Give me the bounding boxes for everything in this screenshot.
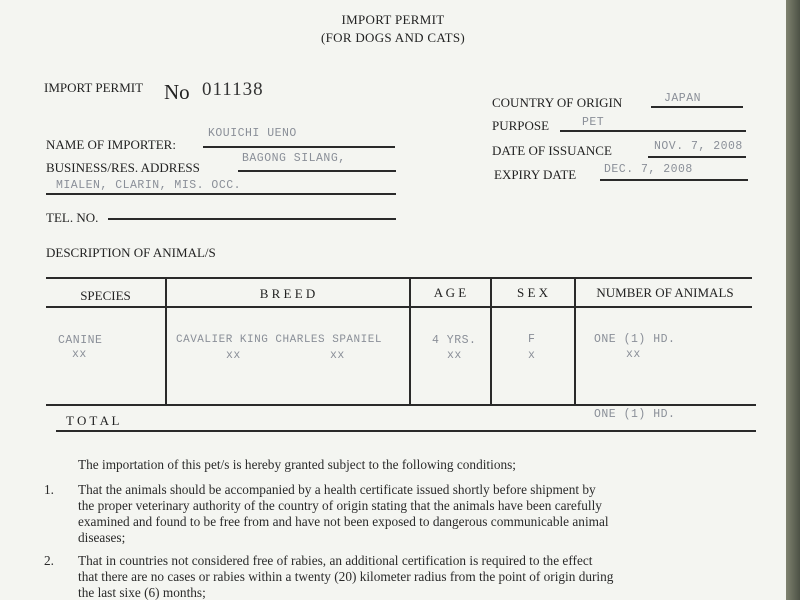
- address-line1: BAGONG SILANG,: [242, 152, 346, 165]
- header-breed: B R E E D: [259, 286, 316, 301]
- table-top-border: [46, 277, 752, 279]
- condition-1-line-4: diseases;: [78, 530, 126, 545]
- purpose-value: PET: [582, 116, 605, 129]
- cell-number: ONE (1) HD.: [594, 333, 676, 346]
- total-underline: [56, 430, 756, 432]
- origin-label: COUNTRY OF ORIGIN: [492, 95, 623, 110]
- total-label: T O T A L: [66, 413, 120, 428]
- address-line2-rule: [46, 193, 396, 195]
- tel-line: [108, 218, 396, 220]
- filler-breed-a: xx: [226, 349, 241, 362]
- header-age: A G E: [433, 285, 467, 300]
- expiry-value: DEC. 7, 2008: [604, 163, 693, 176]
- tel-label: TEL. NO.: [46, 210, 99, 225]
- expiry-line: [600, 179, 748, 181]
- origin-value: JAPAN: [664, 92, 702, 105]
- cell-species: CANINE: [58, 334, 103, 347]
- permit-label: IMPORT PERMIT: [44, 80, 144, 95]
- filler-sex: x: [528, 349, 536, 362]
- permit-number: 011138: [202, 79, 264, 100]
- condition-2-number: 2.: [44, 553, 54, 568]
- total-value: ONE (1) HD.: [594, 408, 676, 421]
- header-number: NUMBER OF ANIMALS: [596, 285, 734, 300]
- address-label: BUSINESS/RES. ADDRESS: [46, 160, 200, 175]
- header-species: SPECIES: [80, 288, 131, 303]
- document-subtitle: (FOR DOGS AND CATS): [320, 30, 466, 45]
- condition-1-line-2: the proper veterinary authority of the country of origin stating that the animals have been carefully: [78, 498, 602, 513]
- condition-2-line-3: the last sixe (6) months;: [78, 585, 206, 600]
- expiry-label: EXPIRY DATE: [494, 167, 577, 182]
- origin-line: [651, 106, 743, 108]
- importer-name-line: [203, 146, 395, 148]
- issuance-label-text: DATE OF ISSUANCE: [492, 143, 612, 158]
- cell-breed: CAVALIER KING CHARLES SPANIEL: [176, 334, 382, 346]
- purpose-line: [560, 130, 746, 132]
- filler-breed-b: xx: [330, 349, 345, 362]
- address-line2: MIALEN, CLARIN, MIS. OCC.: [56, 179, 242, 192]
- description-label: DESCRIPTION OF ANIMAL/S: [46, 245, 216, 260]
- condition-2-line-2: that there are no cases or rabies within a twenty (20) kilometer radius from the point of origin during: [78, 569, 614, 584]
- table-bottom-border: [46, 404, 756, 406]
- filler-number: xx: [626, 348, 641, 361]
- filler-species: xx: [72, 348, 87, 361]
- condition-1-number: 1.: [44, 482, 54, 497]
- conditions-intro: The importation of this pet/s is hereby granted subject to the following conditions;: [78, 457, 516, 472]
- filler-age: xx: [447, 349, 462, 362]
- purpose-label: PURPOSE: [492, 118, 550, 133]
- cell-age: 4 YRS.: [432, 334, 477, 347]
- issuance-value: NOV. 7, 2008: [654, 140, 743, 153]
- condition-1-line-1: That the animals should be accompanied by a health certificate issued shortly before shipment by: [78, 482, 596, 497]
- table-surface-edge: [786, 0, 800, 600]
- document-title: IMPORT PERMIT: [341, 12, 445, 27]
- importer-name: KOUICHI UENO: [208, 127, 297, 140]
- permit-no-label: No: [164, 80, 190, 104]
- issuance-label: [492, 143, 612, 159]
- condition-1-line-3: examined and found to be free from and have not been exposed to dangerous communicable animal: [78, 514, 609, 529]
- header-sex: S E X: [516, 285, 549, 300]
- condition-2-line-1: That in countries not considered free of rabies, an additional certification is required to the effect: [78, 553, 593, 568]
- issuance-line: [648, 156, 746, 158]
- address-line1-rule: [238, 170, 396, 172]
- importer-name-label: NAME OF IMPORTER:: [46, 137, 176, 152]
- cell-sex: F: [528, 333, 536, 346]
- table-header-border: [46, 306, 752, 308]
